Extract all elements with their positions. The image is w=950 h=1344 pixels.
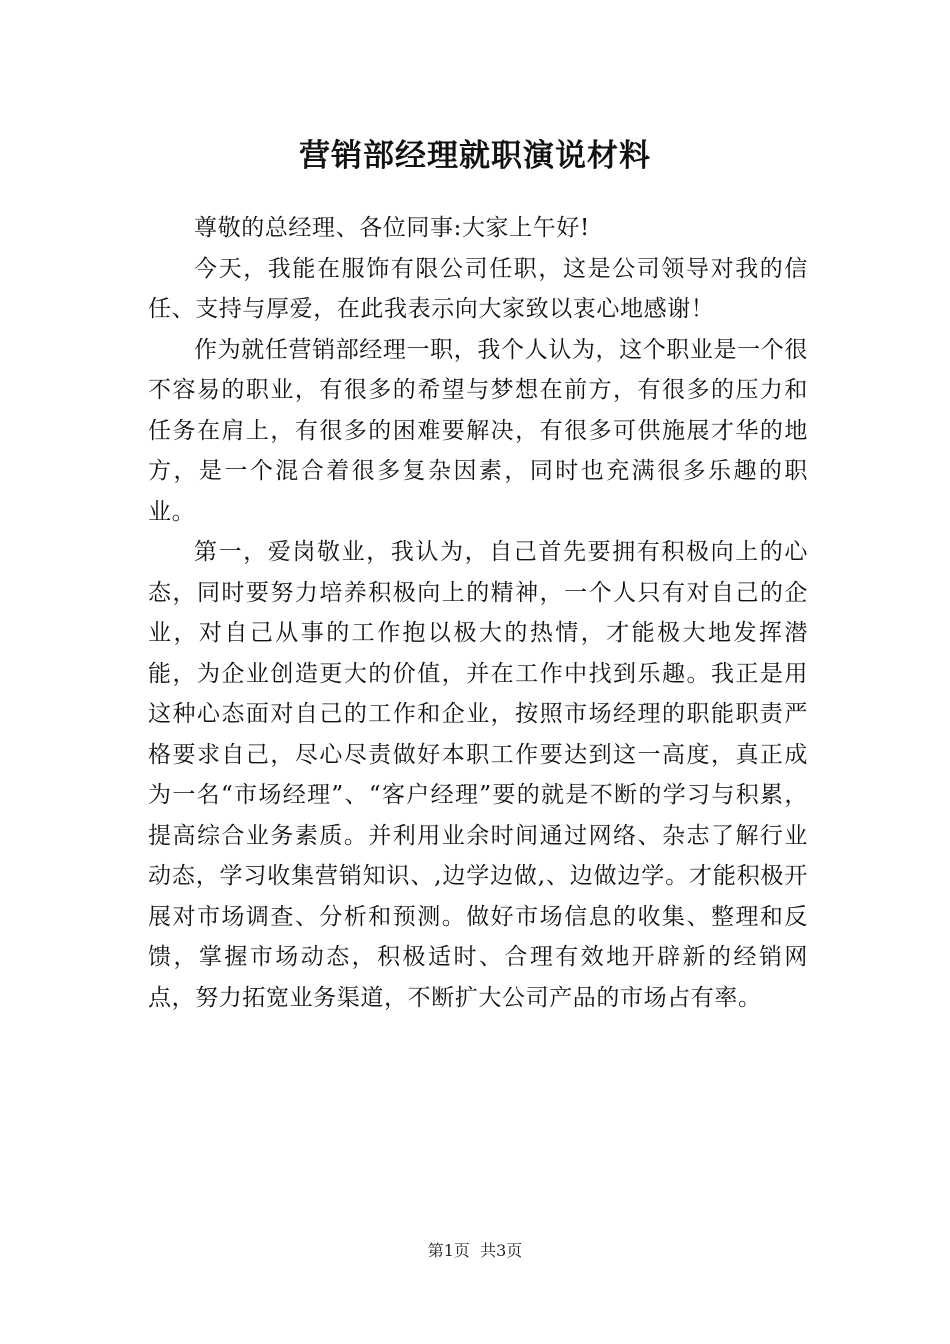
document-title: 营销部经理就职演说材料	[299, 138, 651, 174]
paragraph-thanks: 今天，我能在服饰有限公司任职，这是公司领导对我的信任、支持与厚爱，在此我表示向大家致以衷心地感谢！	[148, 255, 808, 322]
page-total: 共3页	[480, 1241, 523, 1260]
paragraph-role-view: 作为就任营销部经理一职，我个人认为，这个职业是一个很不容易的职业，有很多的希望与梦想在前方，有很多的压力和任务在肩上，有很多的困难要解决，有很多可供施展才华的地方，是一个混合着很多复杂因素，同时也充满很多乐趣的职业。	[148, 336, 808, 525]
paragraph-greeting: 尊敬的总经理、各位同事:大家上午好!	[194, 215, 590, 241]
paragraph-first-point: 第一，爱岗敬业，我认为，自己首先要拥有积极向上的心态，同时要努力培养积极向上的精神，一个人只有对自己的企业，对自己从事的工作抱以极大的热情，才能极大地发挥潜能，为企业创造更大的价值，并在工作中找到乐趣。我正是用这种心态面对自己的工作和企业，按照市场经理的职能职责严格要求自己，尽心尽责做好本职工作要达到这一高度，真正成为一名“市场经理”、“客户经理”要的就是不断的学习与积累，提高综合业务素质。并利用业余时间通过网络、杂志了解行业动态，学习收集营销知识、,边学边做,、边做边学。才能积极开展对市场调查、分析和预测。做好市场信息的收集、整理和反馈，掌握市场动态，积极适时、合理有效地开辟新的经销网点，努力拓宽业务渠道，不断扩大公司产品的市场占有率。	[148, 539, 808, 1011]
page-number: 第1页	[427, 1241, 470, 1260]
page-footer	[0, 1240, 950, 1262]
document-body	[148, 208, 808, 1018]
footer-separator	[470, 1241, 480, 1260]
